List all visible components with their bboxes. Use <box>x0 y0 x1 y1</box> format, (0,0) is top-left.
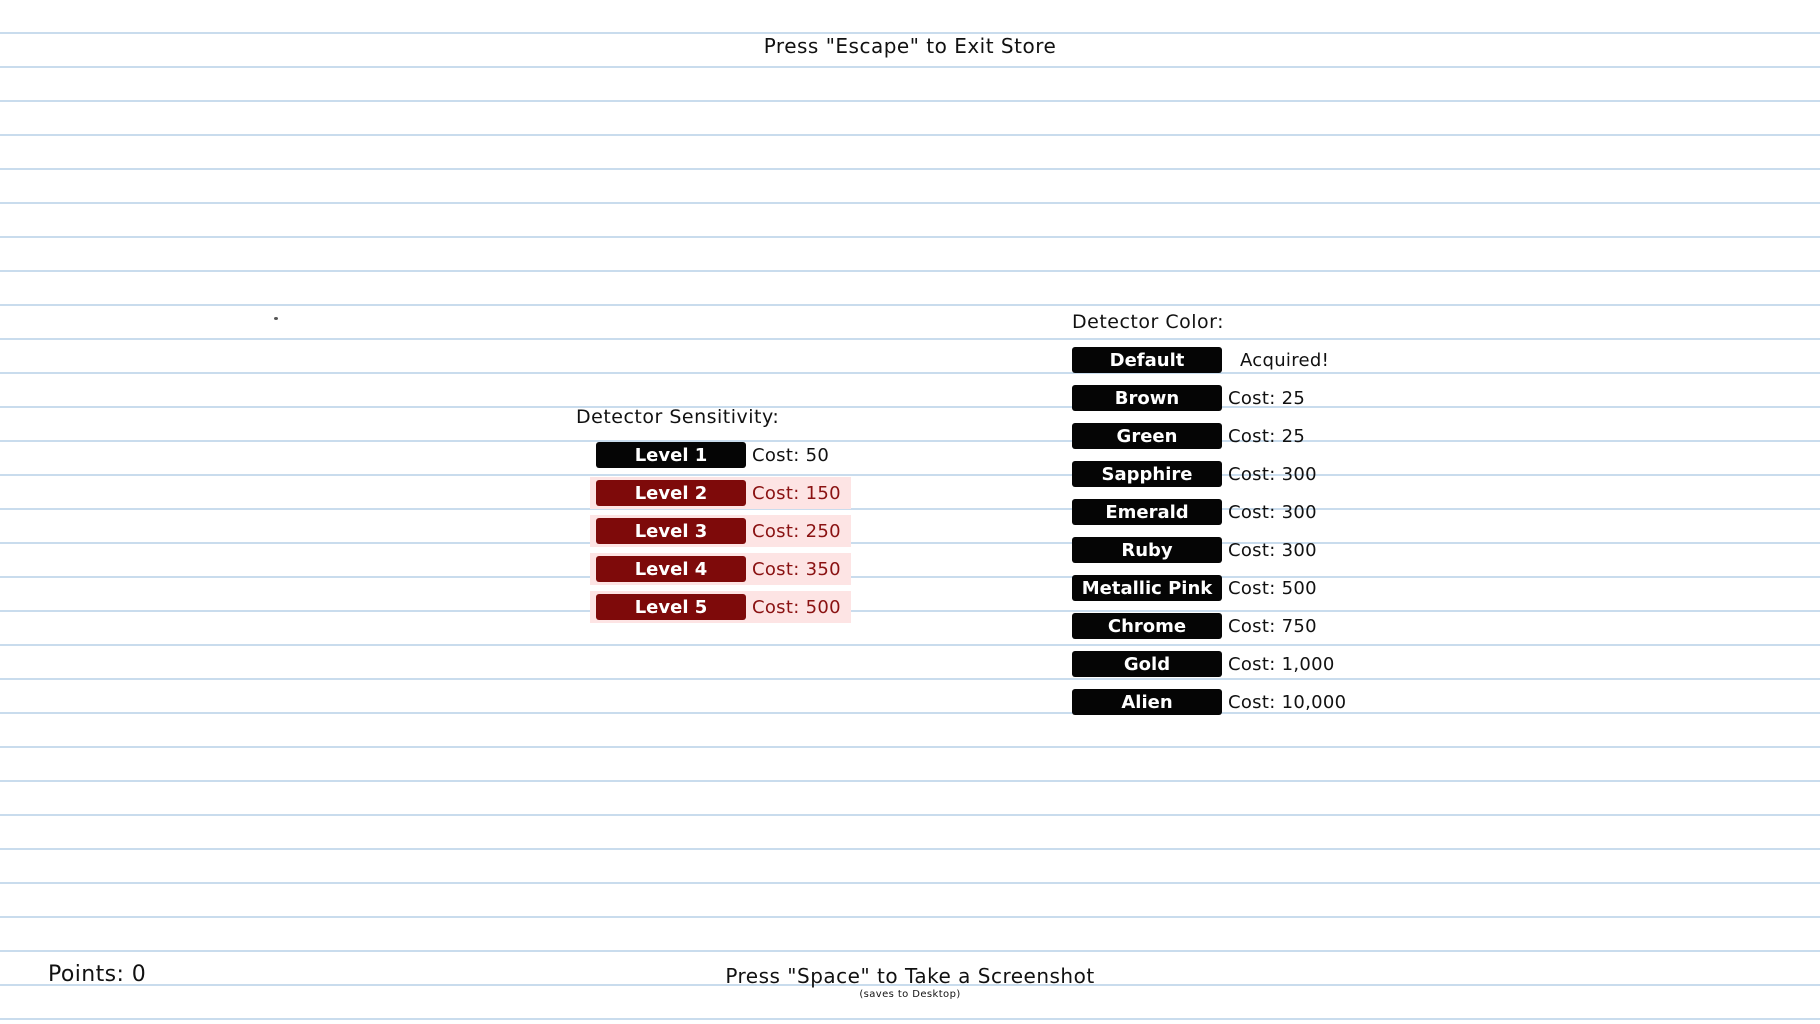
sensitivity-row-level-5 <box>590 591 851 623</box>
sensitivity-level-3-button[interactable]: Level 3 <box>596 518 746 544</box>
points-counter: Points: 0 <box>48 962 147 987</box>
sensitivity-level-5-cost: Cost: 500 <box>752 596 841 618</box>
sensitivity-row-level-1 <box>596 439 829 471</box>
sensitivity-level-5-button[interactable]: Level 5 <box>596 594 746 620</box>
sensitivity-level-1-cost: Cost: 50 <box>752 444 830 466</box>
color-chrome-button[interactable]: Chrome <box>1072 613 1222 639</box>
color-title: Detector Color: <box>1072 311 1225 333</box>
sensitivity-title: Detector Sensitivity: <box>576 406 780 428</box>
color-emerald-button[interactable]: Emerald <box>1072 499 1222 525</box>
color-row-chrome <box>1072 610 1317 642</box>
sensitivity-level-4-cost: Cost: 350 <box>752 558 841 580</box>
color-green-button[interactable]: Green <box>1072 423 1222 449</box>
color-sapphire-button[interactable]: Sapphire <box>1072 461 1222 487</box>
color-green-cost: Cost: 25 <box>1228 425 1306 447</box>
sensitivity-level-1-button[interactable]: Level 1 <box>596 442 746 468</box>
color-brown-cost: Cost: 25 <box>1228 387 1306 409</box>
color-ruby-button[interactable]: Ruby <box>1072 537 1222 563</box>
color-row-gold <box>1072 648 1335 680</box>
color-sapphire-cost: Cost: 300 <box>1228 463 1317 485</box>
color-default-button[interactable]: Default <box>1072 347 1222 373</box>
color-chrome-cost: Cost: 750 <box>1228 615 1317 637</box>
color-row-sapphire <box>1072 458 1317 490</box>
color-ruby-cost: Cost: 300 <box>1228 539 1317 561</box>
sensitivity-level-2-cost: Cost: 150 <box>752 482 841 504</box>
color-emerald-cost: Cost: 300 <box>1228 501 1317 523</box>
color-alien-cost: Cost: 10,000 <box>1228 691 1347 713</box>
color-row-default <box>1072 344 1329 376</box>
color-gold-cost: Cost: 1,000 <box>1228 653 1335 675</box>
color-default-status: Acquired! <box>1240 349 1330 371</box>
sensitivity-level-4-button[interactable]: Level 4 <box>596 556 746 582</box>
color-row-emerald <box>1072 496 1317 528</box>
color-gold-button[interactable]: Gold <box>1072 651 1222 677</box>
color-row-green <box>1072 420 1305 452</box>
color-row-brown <box>1072 382 1305 414</box>
color-row-ruby <box>1072 534 1317 566</box>
sensitivity-level-2-button[interactable]: Level 2 <box>596 480 746 506</box>
screenshot-hint-subtext: (saves to Desktop) <box>859 989 961 1000</box>
paper-speck <box>274 317 278 320</box>
exit-store-hint: Press "Escape" to Exit Store <box>763 34 1057 58</box>
sensitivity-row-level-4 <box>590 553 851 585</box>
color-alien-button[interactable]: Alien <box>1072 689 1222 715</box>
sensitivity-row-level-2 <box>590 477 851 509</box>
sensitivity-row-level-3 <box>590 515 851 547</box>
color-metallic-pink-button[interactable]: Metallic Pink <box>1072 575 1222 601</box>
color-metallic-pink-cost: Cost: 500 <box>1228 577 1317 599</box>
color-brown-button[interactable]: Brown <box>1072 385 1222 411</box>
sensitivity-level-3-cost: Cost: 250 <box>752 520 841 542</box>
color-row-alien <box>1072 686 1346 718</box>
screenshot-hint: Press "Space" to Take a Screenshot <box>725 964 1095 988</box>
color-row-metallic-pink <box>1072 572 1317 604</box>
